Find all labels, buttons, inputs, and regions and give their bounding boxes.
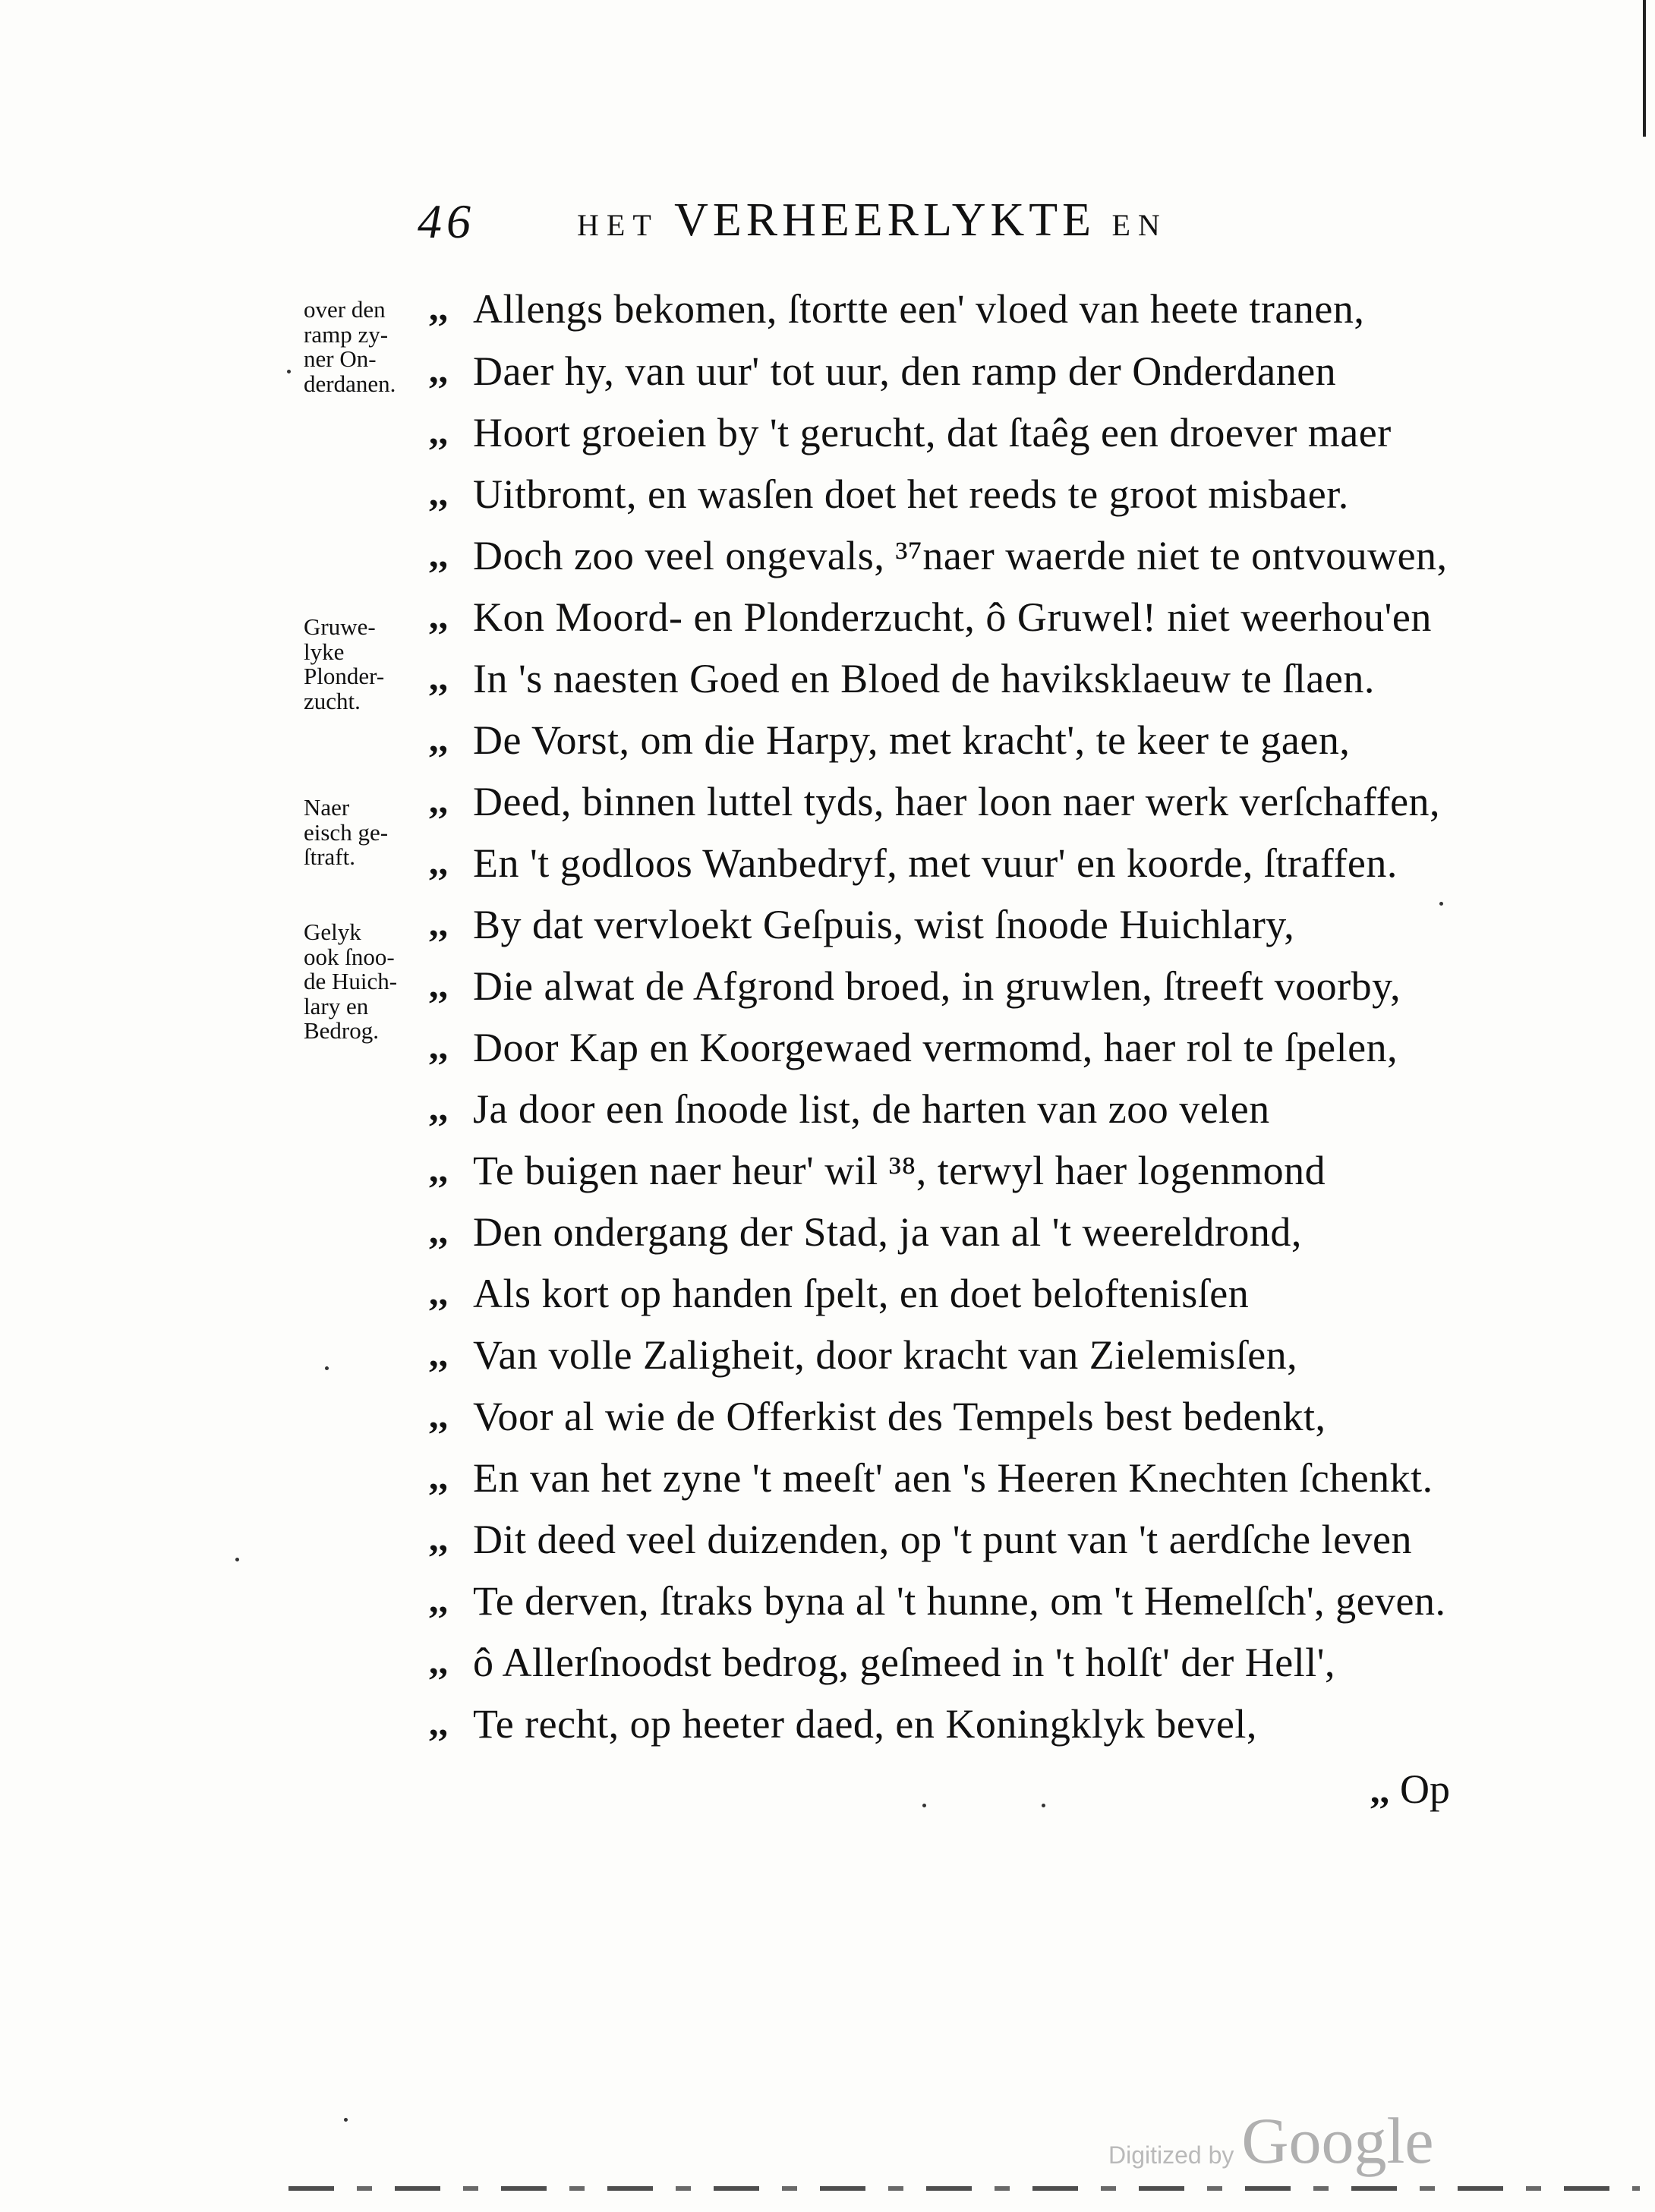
verse-text: De Vorst, om die Harpy, met kracht', te keer te gaen, [473, 717, 1351, 763]
quote-mark: ,, [429, 1086, 448, 1129]
catchword-text: Op [1400, 1766, 1450, 1812]
quote-mark: ,, [429, 1332, 448, 1375]
verse-text: En van het zyne 't meeſt' aen 's Heeren Knechten ſchenkt. [473, 1455, 1433, 1501]
verse-text: Kon Moord- en Plonderzucht, ô Gruwel! niet weerhou'en [473, 594, 1432, 640]
verse-text: Allengs bekomen, ſtortte een' vloed van heete tranen, [473, 286, 1365, 332]
margin-note-line: zucht. [304, 687, 361, 714]
ink-speck [922, 1804, 926, 1807]
verse-text: In 's naesten Goed en Bloed de haviksklaeuw te ſlaen. [473, 656, 1375, 701]
margin-note-line: ner On- [304, 345, 377, 373]
quote-mark: ,, [429, 717, 448, 760]
running-title-main: VERHEERLYKTE [674, 194, 1095, 246]
page-edge [1643, 0, 1646, 137]
quote-mark: ,, [429, 1701, 448, 1744]
digitized-watermark [1108, 2103, 1434, 2177]
margin-note-line: lary en [304, 992, 369, 1019]
page-number: 46 [418, 194, 475, 248]
margin-note-line: Bedrog. [304, 1017, 380, 1045]
quote-mark: ,, [429, 1578, 448, 1621]
verse-text: Daer hy, van uur' tot uur, den ramp der Onderdanen [473, 348, 1337, 394]
margin-note-line: Naer [304, 794, 350, 821]
quote-mark: ,, [429, 594, 448, 637]
quote-mark: ,, [1370, 1769, 1389, 1811]
running-title [577, 194, 1168, 247]
verse-text: Te buigen naer heur' wil ³⁸, terwyl haer logenmond [473, 1148, 1326, 1193]
verse-text: Ja door een ſnoode list, de harten van zoo velen [473, 1086, 1270, 1132]
page-bottom-edge [288, 2186, 1640, 2191]
margin-note-line: Gruwe- [304, 613, 376, 640]
quote-mark: ,, [429, 1209, 448, 1252]
running-title-suffix: EN [1111, 208, 1168, 242]
quote-mark: ,, [429, 1148, 448, 1190]
quote-mark: ,, [429, 1640, 448, 1682]
ink-speck [1042, 1804, 1045, 1807]
verse-text: Die alwat de Afgrond broed, in gruwlen, ſtreeft voorby, [473, 963, 1401, 1009]
margin-note [304, 920, 433, 1044]
quote-mark: ,, [429, 1394, 448, 1436]
margin-note-line: eisch ge- [304, 818, 389, 846]
quote-mark: ,, [429, 471, 448, 514]
quote-mark: ,, [429, 902, 448, 944]
verse-text: En 't godloos Wanbedryf, met vuur' en koorde, ſtraffen. [473, 840, 1398, 886]
ink-speck [1439, 902, 1443, 906]
quote-mark: ,, [429, 1517, 448, 1559]
margin-note [304, 796, 433, 870]
verse-text: Te derven, ſtraks byna al 't hunne, om 't Hemelſch', geven. [473, 1578, 1446, 1624]
verse-text: Voor al wie de Offerkist des Tempels best bedenkt, [473, 1394, 1326, 1439]
catchword [1370, 1766, 1450, 1813]
quote-mark: ,, [429, 1025, 448, 1067]
verse-text: Den ondergang der Stad, ja van al 't weereldrond, [473, 1209, 1302, 1255]
quote-mark: ,, [429, 840, 448, 883]
margin-note-line: de Huich- [304, 968, 398, 995]
margin-note-line: Plonder- [304, 663, 385, 690]
verse-text: Door Kap en Koorgewaed vermomd, haer rol te ſpelen, [473, 1025, 1398, 1070]
quote-mark: ,, [429, 656, 448, 698]
margin-note [304, 615, 433, 714]
ink-speck [325, 1366, 329, 1370]
quote-mark: ,, [429, 1455, 448, 1498]
verse-text: Hoort groeien by 't gerucht, dat ſtaêg een droever maer [473, 410, 1392, 455]
quote-mark: ,, [429, 963, 448, 1006]
margin-note-line: ook ſnoo- [304, 943, 395, 970]
margin-note-line: over den [304, 296, 386, 323]
verse-text: ô Allerſnoodst bedrog, geſmeed in 't holſt' der Hell', [473, 1640, 1335, 1685]
verse-text: Als kort op handen ſpelt, en doet beloftenisſen [473, 1271, 1250, 1316]
verse-text: Te recht, op heeter daed, en Koningklyk bevel, [473, 1701, 1257, 1747]
ink-speck [344, 2118, 348, 2122]
margin-note [304, 298, 433, 396]
margin-note-line: ramp zy- [304, 320, 389, 348]
running-title-prefix: HET [577, 208, 659, 242]
verse-text: Van volle Zaligheit, door kracht van Zielemisſen, [473, 1332, 1298, 1378]
quote-mark: ,, [429, 1271, 448, 1313]
verse-text: Doch zoo veel ongevals, ³⁷naer waerde niet te ontvouwen, [473, 533, 1448, 578]
verse-text: Uitbromt, en wasſen doet het reeds te groot misbaer. [473, 471, 1349, 517]
margin-note-line: Gelyk [304, 919, 361, 945]
ink-speck [235, 1558, 239, 1561]
google-logo: Google [1241, 2104, 1434, 2177]
ink-speck [287, 370, 291, 373]
verse-text: Dit deed veel duizenden, op 't punt van 't aerdſche leven [473, 1517, 1413, 1562]
margin-note-line: derdanen. [304, 370, 396, 397]
quote-mark: ,, [429, 286, 448, 329]
quote-mark: ,, [429, 410, 448, 452]
verse-text: By dat vervloekt Geſpuis, wist ſnoode Huichlary, [473, 902, 1295, 947]
verse-text: Deed, binnen luttel tyds, haer loon naer werk verſchaffen, [473, 779, 1441, 824]
quote-mark: ,, [429, 533, 448, 575]
quote-mark: ,, [429, 779, 448, 821]
margin-note-line: ſtraft. [304, 843, 355, 871]
margin-note-line: lyke [304, 638, 345, 665]
running-head [418, 194, 1329, 254]
digitized-by-label: Digitized by [1108, 2141, 1234, 2169]
quote-mark: ,, [429, 348, 448, 391]
